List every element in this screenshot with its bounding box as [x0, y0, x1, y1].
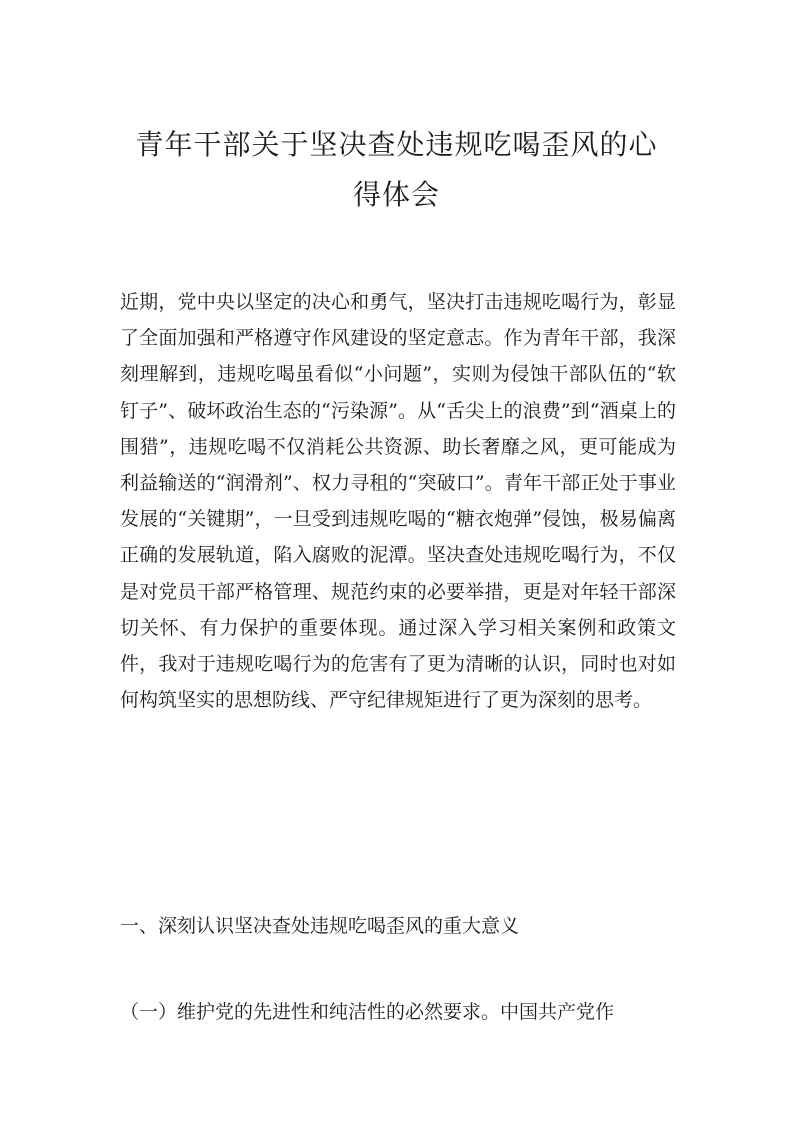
section-heading: 一、深刻认识坚决查处违规吃喝歪风的重大意义: [120, 915, 520, 937]
document-title: [100, 120, 693, 220]
intro-paragraph: 近期，党中央以坚定的决心和勇气，坚决打击违规吃喝行为，彰显了全面加强和严格遵守作风建设的坚定意志。作为青年干部，我深刻理解到，违规吃喝虽看似“小问题”，实则为侵蚀干部队伍的“软钉子”、破坏政治生态的“污染源”。从“舌尖上的浪费”到“酒桌上的围猎”，违规吃喝不仅消耗公共资源、助长奢靡之风，更可能成为利益输送的“润滑剂”、权力寻租的“突破口”。青年干部正处于事业发展的“关键期”，一旦受到违规吃喝的“糖衣炮弹”侵蚀，极易偏离正确的发展轨道，陷入腐败的泥潭。坚决查处违规吃喝行为，不仅是对党员干部严格管理、规范约束的必要举措，更是对年轻干部深切关怀、有力保护的重要体现。通过深入学习相关案例和政策文件，我对于违规吃喝行为的危害有了更为清晰的认识，同时也对如何构筑坚实的思想防线、严守纪律规矩进行了更为深刻的思考。: [120, 291, 676, 712]
subsection-paragraph: （一）维护党的先进性和纯洁性的必然要求。中国共产党作: [120, 1001, 615, 1023]
title-line-2: 得体会: [352, 178, 440, 211]
title-line-1: 青年干部关于坚决查处违规吃喝歪风的心: [135, 128, 658, 161]
